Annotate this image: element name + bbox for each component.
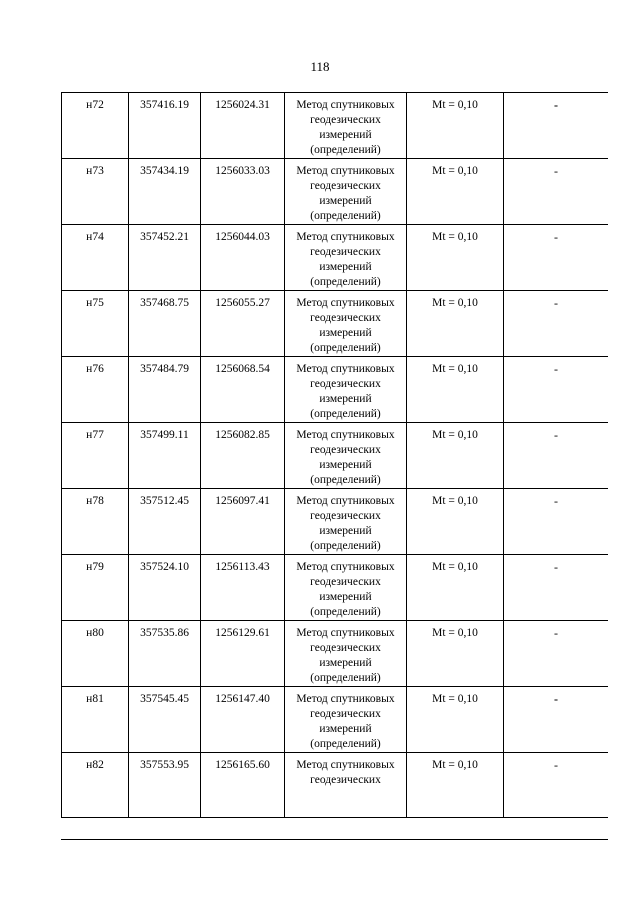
- method-line: измерений: [319, 591, 372, 603]
- method-line: (определений): [310, 144, 381, 156]
- accuracy-cell: Mt = 0,10: [407, 489, 504, 555]
- method-line: геодезических: [310, 180, 381, 192]
- description-value: -: [554, 230, 558, 244]
- method-line: измерений: [319, 327, 372, 339]
- method-line: Метод спутниковых: [296, 693, 395, 705]
- method-cell: [285, 93, 407, 159]
- table-row: [62, 555, 609, 621]
- method-line: геодезических: [310, 510, 381, 522]
- y-coordinate-cell: 1256024.31: [201, 93, 285, 159]
- accuracy-cell: Mt = 0,10: [407, 159, 504, 225]
- x-coordinate-cell: 357452.21: [129, 225, 201, 291]
- method-cell: [285, 159, 407, 225]
- method-line: измерений: [319, 459, 372, 471]
- y-coordinate-cell: 1256097.41: [201, 489, 285, 555]
- y-coordinate-cell: 1256147.40: [201, 687, 285, 753]
- point-id-cell: н72: [62, 93, 129, 159]
- method-cell: [285, 489, 407, 555]
- method-cell: [285, 357, 407, 423]
- point-id-cell: н78: [62, 489, 129, 555]
- y-coordinate-cell: 1256165.60: [201, 753, 285, 818]
- coordinates-table-body: [62, 93, 609, 818]
- table-row: [62, 225, 609, 291]
- x-coordinate-cell: 357416.19: [129, 93, 201, 159]
- accuracy-cell: Mt = 0,10: [407, 291, 504, 357]
- description-value: -: [554, 164, 558, 178]
- description-cell: [504, 159, 609, 225]
- method-line: Метод спутниковых: [296, 627, 395, 639]
- method-line: (определений): [310, 672, 381, 684]
- method-line: измерений: [319, 261, 372, 273]
- description-value: -: [554, 758, 558, 772]
- method-line: геодезических: [310, 378, 381, 390]
- method-cell: [285, 423, 407, 489]
- point-id-cell: н76: [62, 357, 129, 423]
- method-cell: [285, 555, 407, 621]
- point-id-cell: н82: [62, 753, 129, 818]
- method-line: (определений): [310, 342, 381, 354]
- method-line: Метод спутниковых: [296, 165, 395, 177]
- accuracy-cell: Mt = 0,10: [407, 423, 504, 489]
- table-row: [62, 621, 609, 687]
- description-value: -: [554, 98, 558, 112]
- x-coordinate-cell: 357553.95: [129, 753, 201, 818]
- method-line: измерений: [319, 723, 372, 735]
- method-line: геодезических: [310, 708, 381, 720]
- table-row: [62, 489, 609, 555]
- y-coordinate-cell: 1256068.54: [201, 357, 285, 423]
- description-value: -: [554, 296, 558, 310]
- accuracy-cell: Mt = 0,10: [407, 621, 504, 687]
- page-number: 118: [310, 59, 330, 74]
- method-cell: [285, 621, 407, 687]
- method-line: (определений): [310, 474, 381, 486]
- method-cell: [285, 291, 407, 357]
- point-id-cell: н73: [62, 159, 129, 225]
- y-coordinate-cell: 1256055.27: [201, 291, 285, 357]
- table-row: [62, 753, 609, 818]
- description-cell: [504, 93, 609, 159]
- point-id-cell: н79: [62, 555, 129, 621]
- method-line: Метод спутниковых: [296, 363, 395, 375]
- point-id-cell: н80: [62, 621, 129, 687]
- table-row: [62, 687, 609, 753]
- accuracy-cell: Mt = 0,10: [407, 753, 504, 818]
- x-coordinate-cell: 357468.75: [129, 291, 201, 357]
- method-line: (определений): [310, 408, 381, 420]
- description-cell: [504, 291, 609, 357]
- method-line: геодезических: [310, 642, 381, 654]
- description-value: -: [554, 560, 558, 574]
- x-coordinate-cell: 357499.11: [129, 423, 201, 489]
- x-coordinate-cell: 357434.19: [129, 159, 201, 225]
- method-line: Метод спутниковых: [296, 231, 395, 243]
- description-value: -: [554, 362, 558, 376]
- description-cell: [504, 687, 609, 753]
- table-row: [62, 423, 609, 489]
- method-cell: [285, 687, 407, 753]
- description-cell: [504, 357, 609, 423]
- point-id-cell: н74: [62, 225, 129, 291]
- coordinates-table-container: [61, 92, 608, 840]
- description-cell: [504, 225, 609, 291]
- description-value: -: [554, 494, 558, 508]
- point-id-cell: н75: [62, 291, 129, 357]
- description-value: -: [554, 692, 558, 706]
- accuracy-cell: Mt = 0,10: [407, 93, 504, 159]
- method-line: Метод спутниковых: [296, 429, 395, 441]
- method-line: Метод спутниковых: [296, 495, 395, 507]
- x-coordinate-cell: 357524.10: [129, 555, 201, 621]
- method-line: измерений: [319, 393, 372, 405]
- method-line: измерений: [319, 525, 372, 537]
- method-line: Метод спутниковых: [296, 759, 395, 771]
- description-value: -: [554, 428, 558, 442]
- method-cell: [285, 225, 407, 291]
- x-coordinate-cell: 357535.86: [129, 621, 201, 687]
- x-coordinate-cell: 357512.45: [129, 489, 201, 555]
- y-coordinate-cell: 1256033.03: [201, 159, 285, 225]
- y-coordinate-cell: 1256082.85: [201, 423, 285, 489]
- method-line: (определений): [310, 540, 381, 552]
- table-row: [62, 159, 609, 225]
- x-coordinate-cell: 357484.79: [129, 357, 201, 423]
- description-cell: [504, 753, 609, 818]
- method-line: геодезических: [310, 246, 381, 258]
- method-line: геодезических: [310, 444, 381, 456]
- method-line: Метод спутниковых: [296, 297, 395, 309]
- accuracy-cell: Mt = 0,10: [407, 555, 504, 621]
- method-line: измерений: [319, 195, 372, 207]
- method-line: Метод спутниковых: [296, 99, 395, 111]
- accuracy-cell: Mt = 0,10: [407, 687, 504, 753]
- point-id-cell: н81: [62, 687, 129, 753]
- y-coordinate-cell: 1256129.61: [201, 621, 285, 687]
- description-cell: [504, 489, 609, 555]
- method-line: (определений): [310, 738, 381, 750]
- method-line: измерений: [319, 657, 372, 669]
- description-value: -: [554, 626, 558, 640]
- method-line: геодезических: [310, 576, 381, 588]
- table-row: [62, 291, 609, 357]
- method-line: измерений: [319, 129, 372, 141]
- method-line: геодезических: [310, 774, 381, 786]
- description-cell: [504, 555, 609, 621]
- method-line: (определений): [310, 210, 381, 222]
- y-coordinate-cell: 1256113.43: [201, 555, 285, 621]
- table-row: [62, 357, 609, 423]
- coordinates-table: [61, 93, 608, 818]
- method-line: геодезических: [310, 114, 381, 126]
- accuracy-cell: Mt = 0,10: [407, 357, 504, 423]
- accuracy-cell: Mt = 0,10: [407, 225, 504, 291]
- method-line: Метод спутниковых: [296, 561, 395, 573]
- description-cell: [504, 423, 609, 489]
- point-id-cell: н77: [62, 423, 129, 489]
- y-coordinate-cell: 1256044.03: [201, 225, 285, 291]
- method-line: геодезических: [310, 312, 381, 324]
- description-cell: [504, 621, 609, 687]
- table-row: [62, 93, 609, 159]
- method-line: (определений): [310, 276, 381, 288]
- method-cell: [285, 753, 407, 818]
- x-coordinate-cell: 357545.45: [129, 687, 201, 753]
- method-line: (определений): [310, 606, 381, 618]
